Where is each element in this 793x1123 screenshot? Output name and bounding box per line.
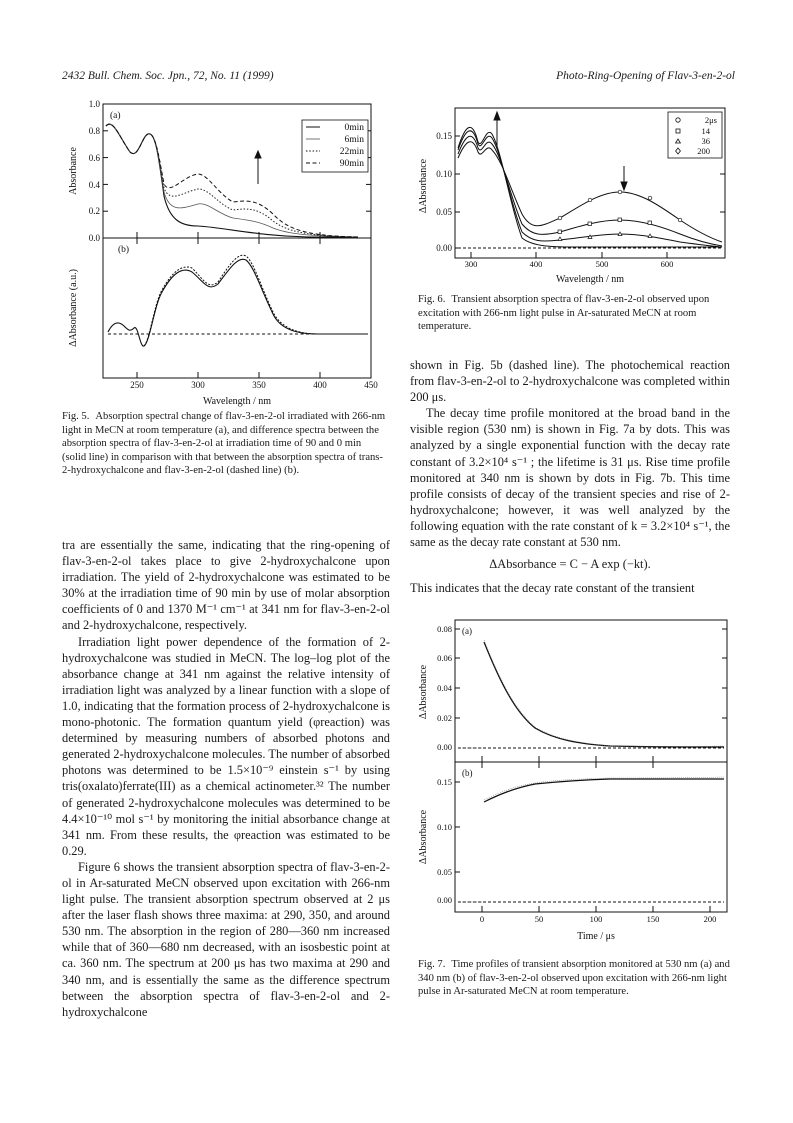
fig5-xtick: 250 bbox=[130, 380, 144, 390]
fig5-legend-item: 6min bbox=[344, 135, 364, 145]
fig7-ytick: 0.04 bbox=[437, 683, 452, 693]
fig5-ytick: 0.8 bbox=[88, 126, 100, 136]
figure-5 bbox=[58, 96, 388, 416]
right-column-text bbox=[410, 357, 730, 596]
fig5-ytick: 0.0 bbox=[88, 233, 100, 243]
fig5b-difference-chalcone bbox=[144, 255, 318, 346]
fig5b-frame bbox=[103, 238, 371, 378]
paragraph: tra are essentially the same, indicating that the ring-opening of flav-3-en-2-ol takes place to give 2-hydroxychalcone upon irradiation. The yield of 2-hydroxychalcone was estimated to be 30% at the irradiation time of 90 min by use of molar absorption coefficients of 0 and 1370 M⁻¹ cm⁻¹ at 341 nm for flav-3-en-2-ol and 2-hydroxychalcone, respectively. bbox=[62, 538, 390, 633]
fig7-ytick: 0.00 bbox=[437, 742, 452, 752]
figure-6 bbox=[410, 96, 740, 286]
figure-7 bbox=[410, 612, 740, 952]
fig5-xlabel: Wavelength / nm bbox=[202, 396, 272, 407]
fig7-xlabel: Time / μs bbox=[577, 931, 615, 942]
fig5-caption-text: Absorption spectral change of flav-3-en-2-ol irradiated with 266-nm light in MeCN at room temperature (a), and difference spectra between the absorption spectra of flav-3-en-2-ol at irradiation time of 90 and 0 min (solid line) in comparison with that between the absorption spectra of trans-2-hydroxychalcone and flav-3-en-2-ol (dashed line) (b). bbox=[62, 411, 386, 477]
fig6-ytick: 0.15 bbox=[436, 131, 452, 141]
fig5-legend-item: 0min bbox=[344, 123, 364, 133]
fig7-xtick: 50 bbox=[534, 914, 544, 924]
fig5a-legend bbox=[302, 120, 368, 172]
fig7-ytick: 0.08 bbox=[437, 624, 452, 634]
fig6-xtick: 600 bbox=[660, 259, 674, 269]
fig6-legend bbox=[668, 112, 722, 158]
fig5a-ylabel: Absorbance bbox=[68, 147, 79, 195]
fig6-markers bbox=[558, 190, 682, 240]
fig5b-panel-label: (b) bbox=[118, 245, 130, 255]
fig7-ytick: 0.15 bbox=[437, 777, 452, 787]
fig7a-decay-fit bbox=[484, 642, 724, 747]
fig6-xtick: 300 bbox=[464, 259, 478, 269]
fig7b-ylabel: ΔAbsorbance bbox=[418, 809, 429, 865]
fig7b-frame bbox=[455, 762, 727, 912]
fig6-legend-item: 200 bbox=[697, 146, 710, 156]
fig5-xtick: 300 bbox=[191, 380, 205, 390]
fig7-ytick: 0.10 bbox=[437, 822, 452, 832]
fig7-xtick: 150 bbox=[646, 914, 660, 924]
fig6-ytick: 0.10 bbox=[436, 169, 452, 179]
fig7a-frame bbox=[455, 620, 727, 762]
fig5-ytick: 1.0 bbox=[88, 99, 100, 109]
fig6-ytick: 0.05 bbox=[436, 207, 452, 217]
fig5b-ylabel: ΔAbsorbance (a.u.) bbox=[68, 269, 79, 347]
rate-equation: ΔAbsorbance = C − A exp (−kt). bbox=[489, 557, 651, 572]
fig6-ylabel: ΔAbsorbance bbox=[418, 158, 429, 214]
fig5-ytick: 0.2 bbox=[88, 206, 100, 216]
fig5a-panel-label: (a) bbox=[110, 111, 121, 121]
fig6-legend-item: 14 bbox=[701, 126, 710, 136]
fig6-caption-text: Transient absorption spectra of flav-3-en-2-ol observed upon excitation with 266-nm light pulse in Ar-saturated MeCN at room temperature. bbox=[418, 294, 710, 333]
paragraph: This indicates that the decay rate constant of the transient bbox=[410, 581, 695, 596]
fig6-xtick: 500 bbox=[595, 259, 609, 269]
fig5a-arrow bbox=[255, 151, 261, 184]
fig5b-difference-90-0 bbox=[108, 259, 368, 346]
fig7-ytick: 0.05 bbox=[437, 867, 452, 877]
running-header-right: Photo-Ring-Opening of Flav-3-en-2-ol bbox=[556, 70, 735, 82]
fig5-xtick: 400 bbox=[313, 380, 327, 390]
paragraph: Irradiation light power dependence of the formation of 2-hydroxychalcone was studied in MeCN. The log–log plot of the absorbance change at 341 nm against the relative intensity of irradiation light was analyzed by a linear function with a slope of 1.0, indicating that the formation process of 2-hydroxychalcone is mono-photonic. The formation quantum yield (φreaction) was determined by measuring numbers of absorbed photons and generated 2-hydroxychalcone molecules. The number of absorbed photons was determined to be 1.5×10⁻⁹ einstein s⁻¹ by using tris(oxalato)ferrate(III) as a chemical actinometer.³² The number of generated 2-hydroxychalcone molecules was determined to be 4.4×10⁻¹⁰ mol s⁻¹ by monitoring the initial absorbance change at 341 nm. From these results, the φreaction was estimated to be 0.29. bbox=[62, 634, 390, 858]
fig5-ytick: 0.4 bbox=[88, 180, 100, 190]
fig5-legend-item: 22min bbox=[339, 147, 364, 157]
fig5-caption-label: Fig. 5. bbox=[62, 411, 90, 422]
left-column-text bbox=[62, 537, 390, 1020]
fig5-xtick: 350 bbox=[252, 380, 266, 390]
fig6-xtick: 400 bbox=[529, 259, 543, 269]
fig7-xtick: 200 bbox=[703, 914, 717, 924]
fig6-caption-label: Fig. 6. bbox=[418, 294, 446, 305]
fig7a-ylabel: ΔAbsorbance bbox=[418, 664, 429, 720]
fig7-ytick: 0.00 bbox=[437, 895, 452, 905]
fig6-legend-item: 36 bbox=[701, 136, 710, 146]
fig7-xtick: 100 bbox=[589, 914, 603, 924]
fig7-xtick: 0 bbox=[479, 914, 485, 924]
fig5-caption bbox=[62, 410, 387, 478]
fig6-legend-item: 2μs bbox=[704, 115, 717, 125]
fig5-legend-item: 90min bbox=[339, 159, 364, 169]
paragraph: The decay time profile monitored at the broad band in the visible region (530 nm) is shown in Fig. 7a by dots. This was analyzed by a single exponential function with the decay rate constant of 3.2×10⁴ s⁻¹ ; the lifetime is 31 μs. Rise time profile monitored at 340 nm is shown by dots in Fig. 7b. This time profile consists of decay of the transient species and rise of 2-hydroxychalcone; however, it was well analyzed by the following equation with the rate constant of k = 3.2×10⁴ s⁻¹, the same as the decay rate constant at 530 nm. bbox=[410, 406, 730, 550]
fig5-xtick: 450 bbox=[364, 380, 378, 390]
fig7b-rise-dots bbox=[484, 777, 724, 800]
fig7-caption bbox=[418, 958, 730, 999]
running-header-left: 2432 Bull. Chem. Soc. Jpn., 72, No. 11 (1999) bbox=[62, 70, 274, 82]
fig7a-panel-label: (a) bbox=[462, 626, 472, 636]
fig7-ytick: 0.02 bbox=[437, 713, 452, 723]
fig6-ytick: 0.00 bbox=[436, 243, 452, 253]
fig7-caption-label: Fig. 7. bbox=[418, 959, 446, 970]
fig7b-rise-fit bbox=[484, 779, 724, 802]
fig7a-decay-dots bbox=[484, 640, 724, 746]
paragraph: shown in Fig. 5b (dashed line). The photochemical reaction from flav-3-en-2-ol to 2-hydroxychalcone was completed within 200 μs. bbox=[410, 358, 730, 405]
fig7b-panel-label: (b) bbox=[462, 768, 473, 778]
fig6-arrow-down bbox=[621, 166, 627, 190]
fig5-ytick: 0.6 bbox=[88, 153, 100, 163]
fig7-ytick: 0.06 bbox=[437, 653, 452, 663]
fig6-caption bbox=[418, 293, 730, 334]
fig7-caption-text: Time profiles of transient absorption monitored at 530 nm (a) and 340 nm (b) of flav-3-en-2-ol observed upon excitation with 266-nm light pulse in Ar-saturated MeCN at room temperature. bbox=[418, 959, 730, 998]
paragraph: Figure 6 shows the transient absorption spectra of flav-3-en-2-ol in Ar-saturated MeCN observed upon excitation with 266-nm light pulse. The transient absorption spectrum observed at 2 μs after the laser flash shows three maxima: at 290, 350, and around 530 nm. The absorption in the region of 280—360 nm increased while that of 360—680 nm decreased, with an isosbestic point at ca. 360 nm. The spectrum at 200 μs has two maxima at 290 and 340 nm, and is essentially the same as the difference spectrum between the absorption spectra of flav-3-en-2-ol and 2-hydroxychalcone bbox=[62, 859, 390, 1019]
fig6-xlabel: Wavelength / nm bbox=[555, 274, 625, 285]
